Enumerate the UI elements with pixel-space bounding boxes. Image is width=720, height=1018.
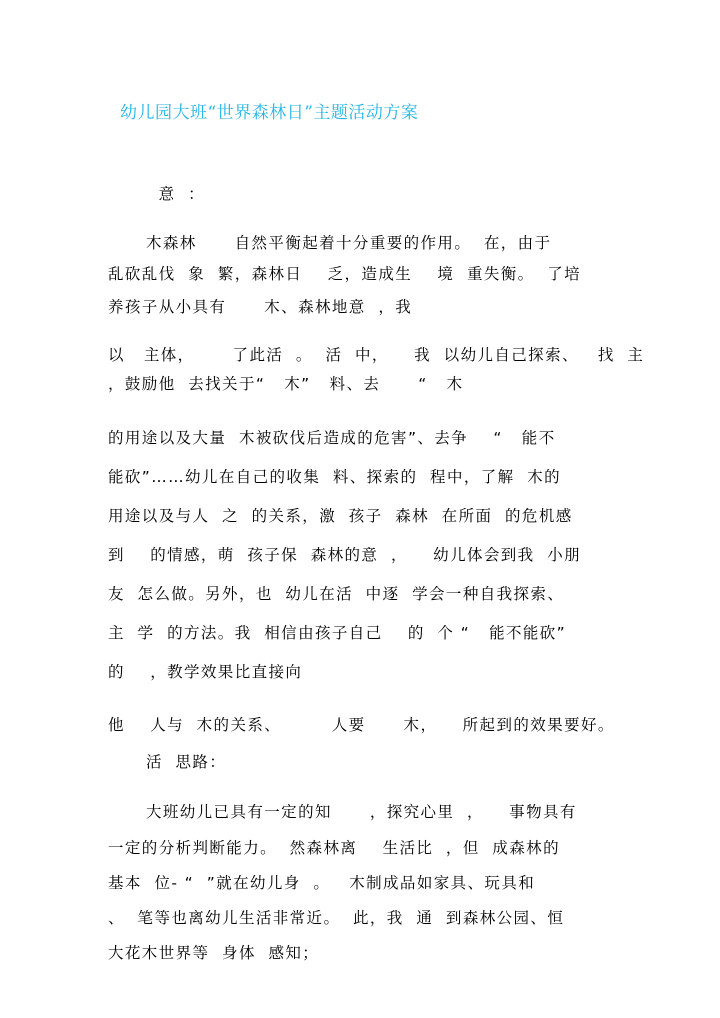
paragraph-line: 基本 位- “ ”就在幼儿身 。 木制成品如家具、玩具和	[108, 874, 536, 892]
document-title: 幼儿园大班“世界森林日”主题活动方案	[120, 103, 419, 123]
paragraph-line: 用途以及与人 之 的关系，激 孩子 森林 在所面 的危机感	[108, 507, 573, 525]
paragraph-line: 他 人与 木的关系、 人要 木， 所起到的效果要好。	[108, 716, 615, 734]
paragraph-line: 乱砍乱伐 象 繁，森林日 乏，造成生 境 重失衡。 了培	[108, 265, 582, 283]
paragraph-line: 的用途以及大量 木被砍伐后造成的危害”、去争 “ 能不	[108, 429, 556, 447]
paragraph-line: 意 ：	[108, 185, 206, 203]
paragraph-line: 一定的分析判断能力。 然森林离 生活比 ，但 成森林的	[108, 839, 560, 857]
paragraph-line: 的 ，教学效果比直接向	[108, 663, 303, 681]
paragraph-line: 主 学 的方法。我 相信由孩子自己 的 个 “ 能不能砍”	[108, 624, 567, 642]
paragraph-line: 活 思路：	[108, 753, 227, 771]
paragraph-line: ，鼓励他 去找关于“ 木” 料、去 “ 木	[108, 375, 464, 393]
paragraph-line: 能砍”……幼儿在自己的收集 料、探索的 程中，了解 木的	[108, 468, 561, 486]
paragraph-line: 友 怎么做。另外，也 幼儿在活 中逐 学会一种自我探索、	[108, 585, 565, 603]
paragraph-line: 养孩子从小具有 木、森林地意 ，我	[108, 298, 413, 316]
paragraph-line: 以 主体， 了此活 。 活 中， 我 以幼儿自己探索、 找 主	[108, 346, 645, 364]
paragraph-line: 到 的情感，萌 孩子保 森林的意 ， 幼儿体会到我 小朋	[108, 546, 582, 564]
paragraph-line: 大班幼儿已具有一定的知 ，探究心里 ， 事物具有	[108, 803, 577, 821]
paragraph-line: 、 笔等也离幼儿生活非常近。 此，我 通 到森林公园、恒	[108, 909, 565, 927]
paragraph-line: 大花木世界等 身体 感知；	[108, 944, 320, 962]
paragraph-line: 木森林 自然平衡起着十分重要的作用。 在，由于	[108, 234, 552, 252]
